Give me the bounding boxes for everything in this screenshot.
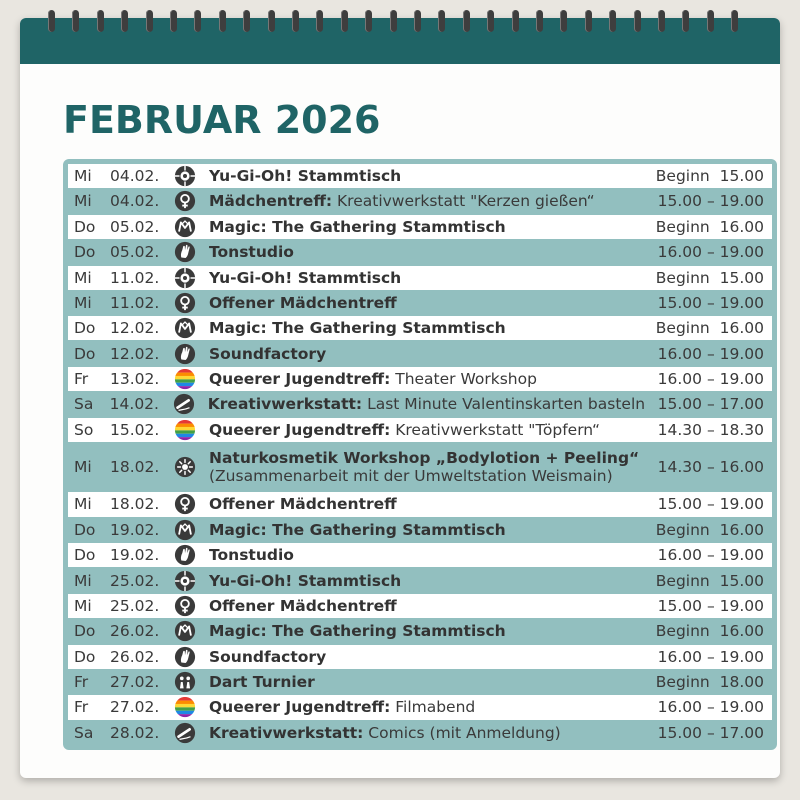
event-title-cell (209, 243, 644, 261)
event-title-cell (209, 319, 644, 337)
event-row (68, 291, 772, 315)
event-title: Tonstudio (209, 243, 294, 262)
venus-icon (174, 292, 209, 314)
music-hand-icon (174, 544, 209, 566)
event-row (68, 492, 772, 516)
event-title-cell (209, 218, 644, 236)
event-date: 18.02. (110, 458, 160, 477)
venus-icon (174, 595, 209, 617)
event-date: 04.02. (110, 167, 160, 186)
event-date: 04.02. (110, 192, 160, 211)
event-day: Mi (74, 167, 92, 186)
dart-icon (174, 671, 209, 693)
event-row (68, 316, 772, 340)
event-day: Mi (74, 268, 92, 287)
event-title-cell (209, 521, 644, 539)
binder-ring (682, 10, 689, 32)
binder-ring (707, 10, 714, 32)
binder-ring (121, 10, 128, 32)
event-title: Soundfactory (209, 344, 327, 363)
event-row (68, 164, 772, 188)
event-time: 16.00 – 19.00 (657, 344, 764, 363)
event-day: Fr (74, 698, 89, 717)
event-time: 16.00 – 19.00 (657, 546, 764, 565)
event-title: Mädchentreff: (209, 192, 333, 211)
event-title: Yu-Gi-Oh! Stammtisch (209, 571, 402, 590)
event-title-cell (208, 395, 645, 413)
event-date: 12.02. (110, 319, 160, 338)
sun-icon (174, 456, 209, 478)
event-day: Do (74, 546, 96, 565)
binder-ring (414, 10, 421, 32)
event-date: 28.02. (110, 723, 160, 742)
event-time: 16.00 – 19.00 (657, 698, 764, 717)
music-hand-icon (174, 646, 209, 668)
event-subtitle: Filmabend (390, 698, 476, 717)
event-row (68, 418, 772, 442)
event-title: Yu-Gi-Oh! Stammtisch (209, 268, 402, 287)
event-day: Do (74, 647, 96, 666)
event-title-cell (209, 622, 644, 640)
event-date: 14.02. (109, 395, 159, 414)
rainbow-icon (174, 419, 209, 441)
binder-ring (365, 10, 372, 32)
event-row (68, 367, 772, 391)
event-title-cell (209, 167, 644, 185)
binder-ring (146, 10, 153, 32)
venus-icon (174, 190, 209, 212)
event-subtitle: Last Minute Valentinskarten basteln (362, 395, 646, 414)
event-title: Tonstudio (209, 546, 294, 565)
month-title: FEBRUAR 2026 (63, 98, 381, 142)
event-title: Offener Mädchentreff (209, 495, 397, 514)
event-time: 14.30 – 18.30 (657, 420, 764, 439)
event-date: 25.02. (110, 571, 160, 590)
event-title: Yu-Gi-Oh! Stammtisch (209, 167, 402, 186)
event-date: 19.02. (110, 546, 160, 565)
event-title: Offener Mädchentreff (209, 596, 397, 615)
event-row (68, 594, 772, 618)
event-day: Do (74, 217, 96, 236)
event-date: 25.02. (110, 596, 160, 615)
event-day: Do (74, 243, 96, 262)
event-time: 15.00 – 19.00 (657, 192, 764, 211)
binder-ring (48, 10, 55, 32)
event-day: Do (74, 344, 96, 363)
pencil-icon (174, 722, 209, 744)
event-title: Magic: The Gathering Stammtisch (209, 217, 506, 236)
event-date: 11.02. (110, 268, 160, 287)
binder-ring (585, 10, 592, 32)
binder-ring (438, 10, 445, 32)
event-date: 27.02. (110, 673, 160, 692)
binder-ring (634, 10, 641, 32)
event-note: (Zusammenarbeit mit der Umweltstation Weismain) (209, 467, 613, 486)
event-time: Beginn 16.00 (655, 319, 764, 338)
binder-ring (72, 10, 79, 32)
event-time: 14.30 – 16.00 (657, 458, 764, 477)
event-time: 15.00 – 19.00 (657, 293, 764, 312)
event-title-cell (209, 698, 644, 716)
event-row (68, 543, 772, 567)
binder-ring (97, 10, 104, 32)
event-title-cell (209, 597, 644, 615)
event-title-cell (209, 269, 644, 287)
event-day: Do (74, 520, 96, 539)
event-title: Dart Turnier (209, 673, 315, 692)
binder-ring (731, 10, 738, 32)
magic-icon (174, 519, 209, 541)
event-time: Beginn 16.00 (655, 622, 764, 641)
event-title-cell (209, 421, 644, 439)
event-day: Fr (74, 370, 89, 389)
event-date: 19.02. (110, 520, 160, 539)
event-date: 11.02. (110, 293, 160, 312)
event-row (68, 443, 772, 491)
event-title: Queerer Jugendtreff: (209, 420, 391, 439)
event-row (68, 695, 772, 719)
event-day: Mi (74, 458, 92, 477)
event-row (68, 568, 772, 592)
binder-ring (170, 10, 177, 32)
event-time: Beginn 16.00 (655, 520, 764, 539)
event-day: Mi (74, 596, 92, 615)
event-time: 15.00 – 19.00 (657, 495, 764, 514)
pencil-icon (173, 393, 208, 415)
event-title: Soundfactory (209, 647, 327, 666)
event-title: Naturkosmetik Workshop „Bodylotion + Peeling“ (209, 449, 640, 468)
event-date: 18.02. (110, 495, 160, 514)
event-time: Beginn 15.00 (655, 268, 764, 287)
event-date: 27.02. (110, 698, 160, 717)
binder-ring (243, 10, 250, 32)
event-title: Queerer Jugendtreff: (209, 370, 391, 389)
event-day: Do (74, 319, 96, 338)
yugioh-icon (174, 267, 209, 289)
event-time: 16.00 – 19.00 (657, 370, 764, 389)
binder-rings (0, 0, 800, 40)
binder-ring (268, 10, 275, 32)
event-title: Magic: The Gathering Stammtisch (209, 520, 506, 539)
magic-icon (174, 317, 209, 339)
yugioh-icon (174, 570, 209, 592)
event-day: Mi (74, 571, 92, 590)
event-day: Mi (74, 495, 92, 514)
event-time: Beginn 16.00 (655, 217, 764, 236)
binder-ring (390, 10, 397, 32)
event-day: Mi (74, 293, 92, 312)
event-subtitle: Kreativwerkstatt "Töpfern“ (390, 420, 601, 439)
binder-ring (560, 10, 567, 32)
music-hand-icon (174, 241, 209, 263)
event-time: 15.00 – 19.00 (657, 596, 764, 615)
event-time: Beginn 15.00 (655, 571, 764, 590)
event-title: Kreativwerkstatt: (209, 723, 364, 742)
event-title: Offener Mädchentreff (209, 293, 397, 312)
binder-ring (316, 10, 323, 32)
event-row (68, 215, 772, 239)
event-time: 16.00 – 19.00 (657, 647, 764, 666)
event-day: Sa (74, 395, 94, 414)
event-row (68, 266, 772, 290)
binder-ring (512, 10, 519, 32)
event-title-cell (209, 724, 644, 742)
event-date: 15.02. (110, 420, 160, 439)
magic-icon (174, 216, 209, 238)
venus-icon (174, 493, 209, 515)
event-time: 15.00 – 17.00 (657, 395, 764, 414)
event-title: Queerer Jugendtreff: (209, 698, 391, 717)
event-day: Mi (74, 192, 92, 211)
event-time: Beginn 15.00 (655, 167, 764, 186)
event-row (68, 189, 772, 213)
event-subtitle: Kreativwerkstatt "Kerzen gießen“ (332, 192, 595, 211)
event-date: 26.02. (110, 647, 160, 666)
calendar-page (20, 18, 780, 778)
event-title-cell (209, 673, 644, 691)
magic-icon (174, 620, 209, 642)
event-day: Sa (74, 723, 94, 742)
event-title: Magic: The Gathering Stammtisch (209, 319, 506, 338)
binder-ring (487, 10, 494, 32)
event-row (68, 721, 772, 745)
event-time: Beginn 18.00 (655, 673, 764, 692)
event-subtitle: Comics (mit Anmeldung) (363, 723, 561, 742)
binder-ring (609, 10, 616, 32)
event-date: 05.02. (110, 243, 160, 262)
event-day: Do (74, 622, 96, 641)
binder-ring (536, 10, 543, 32)
binder-ring (341, 10, 348, 32)
event-title-cell (209, 449, 644, 485)
event-time: 15.00 – 17.00 (657, 723, 764, 742)
binder-ring (658, 10, 665, 32)
event-row (68, 518, 772, 542)
event-title: Kreativwerkstatt: (207, 395, 363, 414)
event-row (68, 619, 772, 643)
event-row (68, 645, 772, 669)
event-date: 26.02. (110, 622, 160, 641)
event-title-cell (209, 192, 644, 210)
event-day: So (74, 420, 94, 439)
event-time: 16.00 – 19.00 (657, 243, 764, 262)
event-title-cell (209, 546, 644, 564)
event-date: 12.02. (110, 344, 160, 363)
event-row (68, 342, 772, 366)
event-subtitle: Theater Workshop (390, 370, 537, 389)
binder-ring (292, 10, 299, 32)
event-row (68, 240, 772, 264)
rainbow-icon (174, 696, 209, 718)
event-title-cell (209, 572, 644, 590)
event-row (68, 670, 772, 694)
event-title-cell (209, 648, 644, 666)
event-title-cell (209, 345, 644, 363)
binder-ring (463, 10, 470, 32)
binder-ring (219, 10, 226, 32)
event-title-cell (209, 370, 644, 388)
event-date: 05.02. (110, 217, 160, 236)
binder-ring (194, 10, 201, 32)
event-title-cell (209, 495, 644, 513)
event-table (63, 159, 777, 750)
event-row (68, 392, 772, 416)
event-title-cell (209, 294, 644, 312)
music-hand-icon (174, 343, 209, 365)
event-title: Magic: The Gathering Stammtisch (209, 622, 506, 641)
rainbow-icon (174, 368, 209, 390)
event-day: Fr (74, 673, 89, 692)
yugioh-icon (174, 165, 209, 187)
event-date: 13.02. (110, 370, 160, 389)
